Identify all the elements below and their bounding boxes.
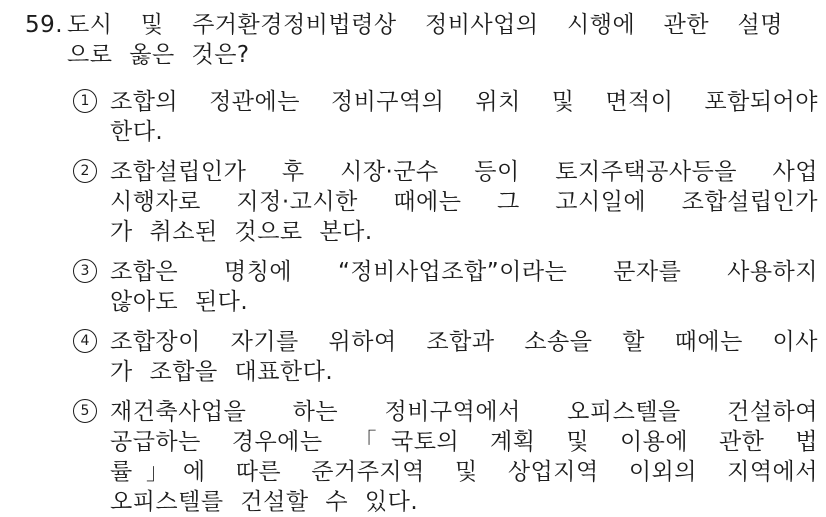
option-2 <box>73 157 818 247</box>
option-4 <box>73 327 818 387</box>
option-4-text <box>110 327 818 387</box>
option-1 <box>73 87 818 147</box>
option-1-text <box>110 87 818 147</box>
question-line-1: 도시 및 주거환경정비법령상 정비사업의 시행에 관한 설명 <box>67 12 783 38</box>
option-3-line-2: 않아도 된다. <box>110 289 249 315</box>
question-block <box>25 10 818 70</box>
option-5-line-4: 오피스텔를 건설할 수 있다. <box>110 489 419 515</box>
option-2-line-3: 가 취소된 것으로 본다. <box>110 219 373 245</box>
option-5-text <box>110 397 818 517</box>
question-number: 59. <box>25 12 64 38</box>
question-text <box>67 10 783 70</box>
option-2-text <box>110 157 818 247</box>
option-5-marker-column <box>73 397 110 517</box>
option-1-circled-number-icon: 1 <box>73 89 97 113</box>
option-1-line-2: 한다. <box>110 119 164 145</box>
option-2-circled-number-icon: 2 <box>73 159 97 183</box>
option-3-circled-number-icon: 3 <box>73 259 97 283</box>
option-3-line-1: 조합은 명칭에 “정비사업조합”이라는 문자를 사용하지 <box>110 259 818 285</box>
option-4-line-2: 가 조합을 대표한다. <box>110 359 334 385</box>
option-2-line-2: 시행자로 지정·고시한 때에는 그 고시일에 조합설립인가 <box>110 189 818 215</box>
option-2-marker-column <box>73 157 110 247</box>
option-5-circled-number-icon: 5 <box>73 399 97 423</box>
option-4-line-1: 조합장이 자기를 위하여 조합과 소송을 할 때에는 이사 <box>110 329 818 355</box>
option-4-marker-column <box>73 327 110 387</box>
option-5 <box>73 397 818 517</box>
option-1-line-1: 조합의 정관에는 정비구역의 위치 및 면적이 포함되어야 <box>110 89 818 115</box>
option-5-line-3: 률」에 따른 준거주지역 및 상업지역 이외의 지역에서 <box>110 459 818 485</box>
option-3-marker-column <box>73 257 110 317</box>
option-2-line-1: 조합설립인가 후 시장·군수 등이 토지주택공사등을 사업 <box>110 159 818 185</box>
option-4-circled-number-icon: 4 <box>73 329 97 353</box>
option-5-line-2: 공급하는 경우에는 「국토의 계획 및 이용에 관한 법 <box>110 429 818 455</box>
question-line-2: 으로 옳은 것은? <box>67 42 250 68</box>
option-3 <box>73 257 818 317</box>
option-1-marker-column <box>73 87 110 147</box>
option-5-line-1: 재건축사업을 하는 정비구역에서 오피스텔을 건설하여 <box>110 399 818 425</box>
option-3-text <box>110 257 818 317</box>
